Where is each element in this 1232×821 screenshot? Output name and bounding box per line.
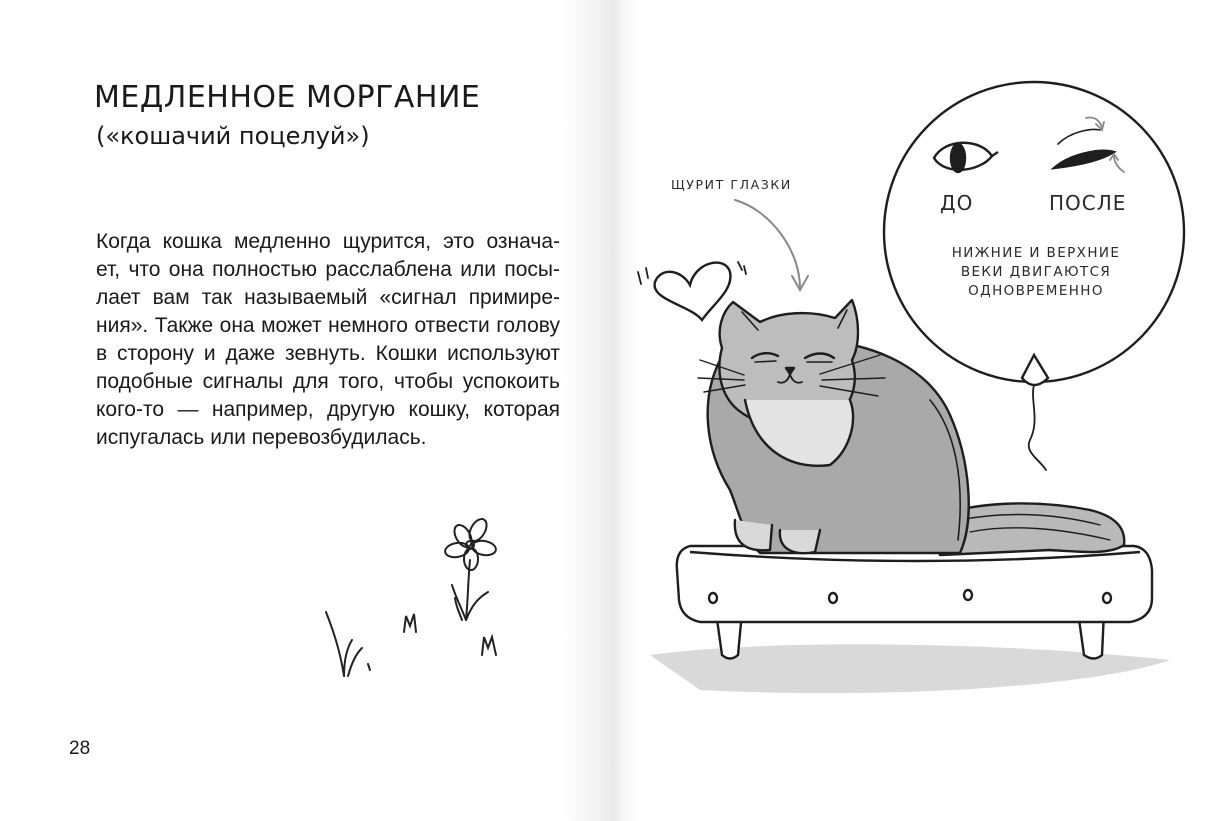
body-line: Когда кошка медленно щурится, это означа-	[96, 230, 560, 253]
page-number: 28	[69, 738, 91, 759]
flower-doodle-icon	[444, 516, 497, 620]
body-line: кого-то — например, другую кошку, которая	[96, 398, 560, 421]
balloon-note-line: НИЖНИЕ И ВЕРХНИЕ	[951, 245, 1121, 261]
body-line: ет, что она полностью расслаблена или посы-	[96, 258, 560, 281]
squint-arrow-icon	[735, 200, 808, 290]
page-subtitle: («кошачий поцелуй»)	[96, 122, 370, 150]
balloon-note	[936, 244, 1136, 301]
balloon-note-line: ОДНОВРЕМЕННО	[968, 283, 1104, 299]
body-line: испугалась или перевозбудилась.	[96, 426, 427, 449]
balloon-note-line: ВЕКИ ДВИГАЮТСЯ	[960, 264, 1112, 280]
body-line: в сторону и даже зевнуть. Кошки используют	[96, 342, 560, 365]
page-title: МЕДЛЕННОЕ МОРГАНИЕ	[94, 80, 481, 115]
before-label: ДО	[940, 191, 974, 215]
body-line: подобные сигналы для того, чтобы успокоить	[96, 370, 560, 393]
bench-icon	[677, 546, 1152, 659]
after-label: ПОСЛЕ	[1049, 191, 1127, 215]
body-line: лает вам так называемый «сигнал примире-	[96, 286, 560, 309]
body-line: ния». Также она может немного отвести голову	[96, 314, 560, 337]
grass-doodle-icon	[326, 612, 496, 676]
squint-label: ЩУРИТ ГЛАЗКИ	[671, 177, 792, 192]
